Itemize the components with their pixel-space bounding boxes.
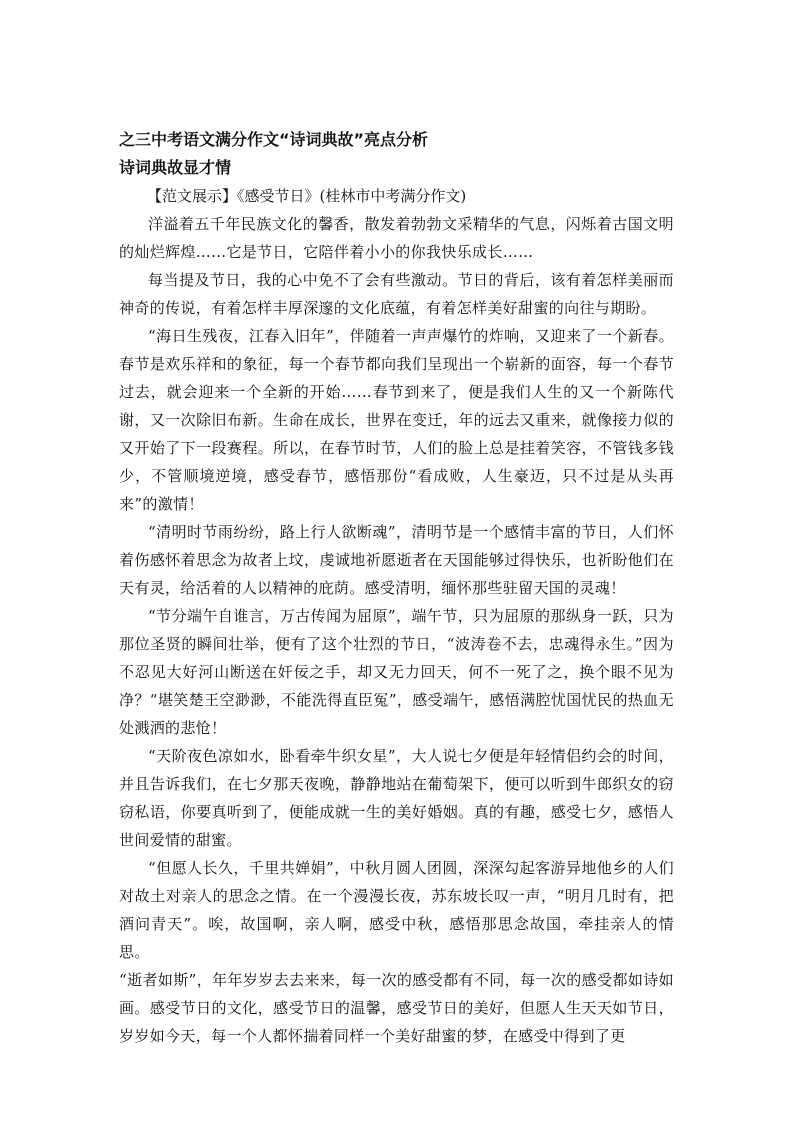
essay-paragraph: “但愿人长久，千里共婵娟”，中秋月圆人团圆，深深勾起客游异地他乡的人们对故土对亲人的思念之情。在一个漫漫长夜，苏东坡长叹一声，“明月几时有，把酒问青天”。唉，故国啊，亲人啊，感受中秋，感悟那思念故国，牵挂亲人的情思。	[119, 859, 674, 961]
section-subtitle: 诗词典故显才情	[119, 158, 232, 177]
showcase-label: 【范文展示】《感受节日》(桂林市中考满分作文)	[147, 187, 467, 205]
document-title: 之三中考语文满分作文“诗词典故”亮点分析	[119, 130, 429, 149]
essay-paragraph: 每当提及节日，我的心中免不了会有些激动。节日的背后，该有着怎样美丽而神奇的传说，有着怎样丰厚深邃的文化底蕴，有着怎样美好甜蜜的向往与期盼。	[119, 271, 674, 317]
essay-paragraph: “节分端午自谁言，万古传闻为屈原”，端午节，只为屈原的那纵身一跃，只为那位圣贤的瞬间壮举，便有了这个壮烈的节日，“波涛卷不去，忠魂得永生。”因为不忍见大好河山断送在奸佞之手，却又无力回天，何不一死了之，换个眼不见为净？“堪笑楚王空渺渺，不能洗得直臣冤”，感受端午，感悟满腔忧国忧民的热血无处溅洒的悲怆！	[119, 607, 674, 737]
essay-paragraph: 洋溢着五千年民族文化的馨香，散发着勃勃文采精华的气息，闪烁着古国文明的灿烂辉煌……它是节日，它陪伴着小小的你我快乐成长……	[119, 215, 674, 261]
essay-paragraph: “清明时节雨纷纷，路上行人欲断魂”，清明节是一个感情丰富的节日，人们怀着伤感怀着思念为故者上坟，虔诚地祈愿逝者在天国能够过得快乐，也祈盼他们在天有灵，给活着的人以精神的庇荫。感受清明，缅怀那些驻留天国的灵魂！	[119, 523, 674, 597]
essay-paragraph: “逝者如斯”，年年岁岁去去来来，每一次的感受都有不同，每一次的感受都如诗如画。感受节日的文化，感受节日的温馨，感受节日的美好，但愿人生天天如节日，岁岁如今天，每一个人都怀揣着同样一个美好甜蜜的梦，在感受中得到了更	[119, 971, 674, 1045]
essay-paragraph: “天阶夜色凉如水，卧看牵牛织女星”，大人说七夕便是年轻情侣约会的时间，并且告诉我们，在七夕那天夜晚，静静地站在葡萄架下，便可以听到牛郎织女的窃窃私语，你要真听到了，便能成就一生的美好婚姻。真的有趣，感受七夕，感悟人世间爱情的甜蜜。	[119, 747, 674, 849]
document-body	[119, 126, 674, 1050]
essay-paragraph: “海日生残夜，江春入旧年”，伴随着一声声爆竹的炸响，又迎来了一个新春。春节是欢乐祥和的象征，每一个春节都向我们呈现出一个崭新的面容，每一个春节过去，就会迎来一个全新的开始……春节到来了，便是我们人生的又一个新陈代谢，又一次除旧布新。生命在成长，世界在变迁，年的远去又重来，就像接力似的又开始了下一段赛程。所以，在春节时节，人们的脸上总是挂着笑容，不管钱多钱少，不管顺境逆境，感受春节，感悟那份“看成败，人生豪迈，只不过是从头再来”的激情！	[119, 327, 674, 513]
